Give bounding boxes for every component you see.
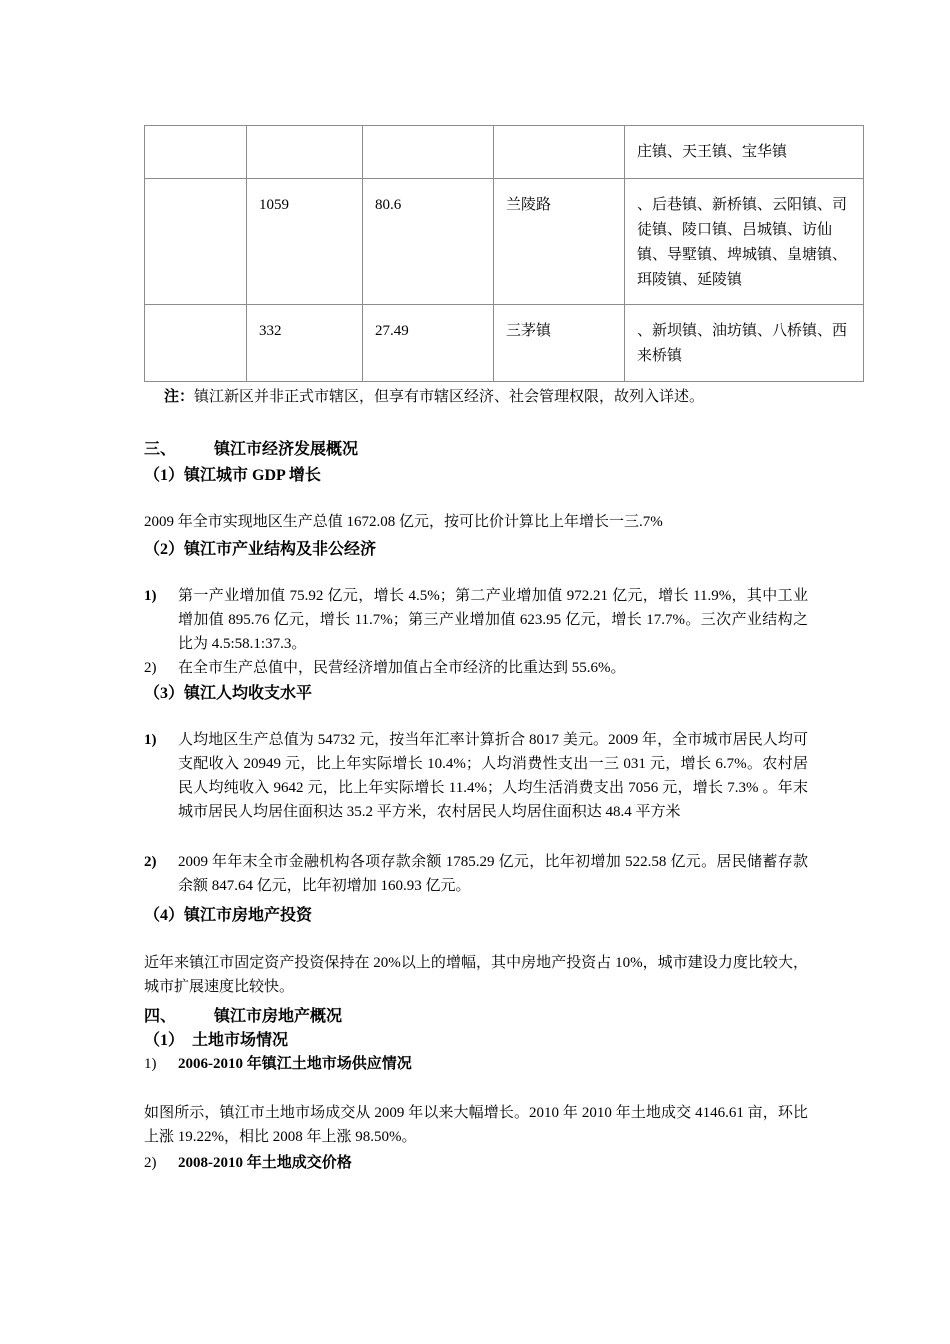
section-number: 三、: [144, 441, 177, 458]
subsection-heading: （4）镇江市房地产投资: [144, 907, 313, 924]
table-cell: [145, 179, 247, 305]
table-cell: 80.6: [363, 179, 494, 305]
table-cell: 332: [247, 305, 363, 382]
table-cell: 27.49: [363, 305, 494, 382]
table-row: [145, 179, 864, 305]
list-marker: 2): [144, 1155, 157, 1171]
minor-heading-text: 2008-2010 年土地成交价格: [178, 1155, 352, 1171]
subsection-heading: （1）镇江城市 GDP 增长: [144, 467, 321, 484]
table-cell: [247, 126, 363, 179]
table-cell: [145, 305, 247, 382]
subsection-heading: （3）镇江人均收支水平: [144, 685, 313, 702]
list-marker: 1): [144, 1056, 157, 1072]
table-cell: 、后巷镇、新桥镇、云阳镇、司徒镇、陵口镇、吕城镇、访仙镇、导墅镇、埤城镇、皇塘镇、珥陵镇、延陵镇: [625, 179, 864, 305]
table-cell: 庄镇、天王镇、宝华镇: [625, 126, 864, 179]
section-title: 镇江市房地产概况: [214, 1008, 343, 1025]
list-text: 在全市生产总值中，民营经济增加值占全市经济的比重达到 55.6%。: [178, 660, 626, 676]
list-marker: 2): [144, 660, 157, 676]
list-item: [144, 728, 808, 848]
list-text: 2009 年年末全市金融机构各项存款余额 1785.29 亿元，比年初增加 522.58 亿元。居民储蓄存款余额 847.64 亿元，比年初增加 160.93 亿元。: [178, 854, 808, 894]
list-marker: 1): [144, 588, 157, 604]
subsection-heading: （1） 土地市场情况: [144, 1032, 289, 1049]
section-4-heading: [144, 1003, 342, 1026]
list-marker: 1): [144, 732, 157, 748]
table-cell: 1059: [247, 179, 363, 305]
list-item: [144, 850, 808, 898]
subsection-heading: （2）镇江市产业结构及非公经济: [144, 541, 377, 558]
district-table: [144, 125, 864, 382]
paragraph: 如图所示，镇江市土地市场成交从 2009 年以来大幅增长。2010 年 2010 年土地成交 4146.61 亩，环比上涨 19.22%，相比 2008 年上涨 98.50%。: [144, 1105, 808, 1145]
section-title: 镇江市经济发展概况: [214, 441, 359, 458]
table-row: [145, 126, 864, 179]
list-item: [144, 584, 808, 656]
list-text: 第一产业增加值 75.92 亿元，增长 4.5%；第二产业增加值 972.21 亿元，增长 11.9%，其中工业增加值 895.76 亿元，增长 11.7%；第三产业增加值 623.95 亿元，增长 17.7%。三次产业结构之比为 4.5:58.1:37.3。: [178, 588, 808, 652]
list-text: 人均地区生产总值为 54732 元，按当年汇率计算折合 8017 美元。2009 年，全市城市居民人均可支配收入 20949 元，比上年实际增长 10.4%；人均消费性支出一三 031 元，增长 6.7%。农村居民人均纯收入 9642 元，比上年实际增长 11.4%；人均生活消费支出 7056 元，增长 7.3% 。年末城市居民人均居住面积达 35.2 平方米，农村居民人均居住面积达 48.4 平方米: [178, 732, 808, 820]
section-number: 四、: [144, 1008, 177, 1025]
paragraph: 2009 年全市实现地区生产总值 1672.08 亿元，按可比价计算比上年增长一三.7%: [144, 514, 663, 530]
table-row: [145, 305, 864, 382]
note-label: 注：: [164, 389, 195, 405]
table-cell: [494, 126, 625, 179]
minor-heading-text: 2006-2010 年镇江土地市场供应情况: [178, 1056, 412, 1072]
list-item: [144, 656, 808, 680]
minor-heading: [144, 1151, 352, 1172]
table-cell: 、新坝镇、油坊镇、八桥镇、西来桥镇: [625, 305, 864, 382]
table-cell: [363, 126, 494, 179]
table-note: [164, 385, 704, 406]
list-marker: 2): [144, 854, 157, 870]
note-text: 镇江新区并非正式市辖区，但享有市辖区经济、社会管理权限，故列入详述。: [194, 389, 705, 405]
minor-heading: [144, 1052, 412, 1073]
section-3-heading: [144, 436, 358, 459]
paragraph: 近年来镇江市固定资产投资保持在 20%以上的增幅，其中房地产投资占 10%，城市建设力度比较大，城市扩展速度比较快。: [144, 955, 808, 995]
table-cell: 三茅镇: [494, 305, 625, 382]
table-cell: [145, 126, 247, 179]
table-cell: 兰陵路: [494, 179, 625, 305]
